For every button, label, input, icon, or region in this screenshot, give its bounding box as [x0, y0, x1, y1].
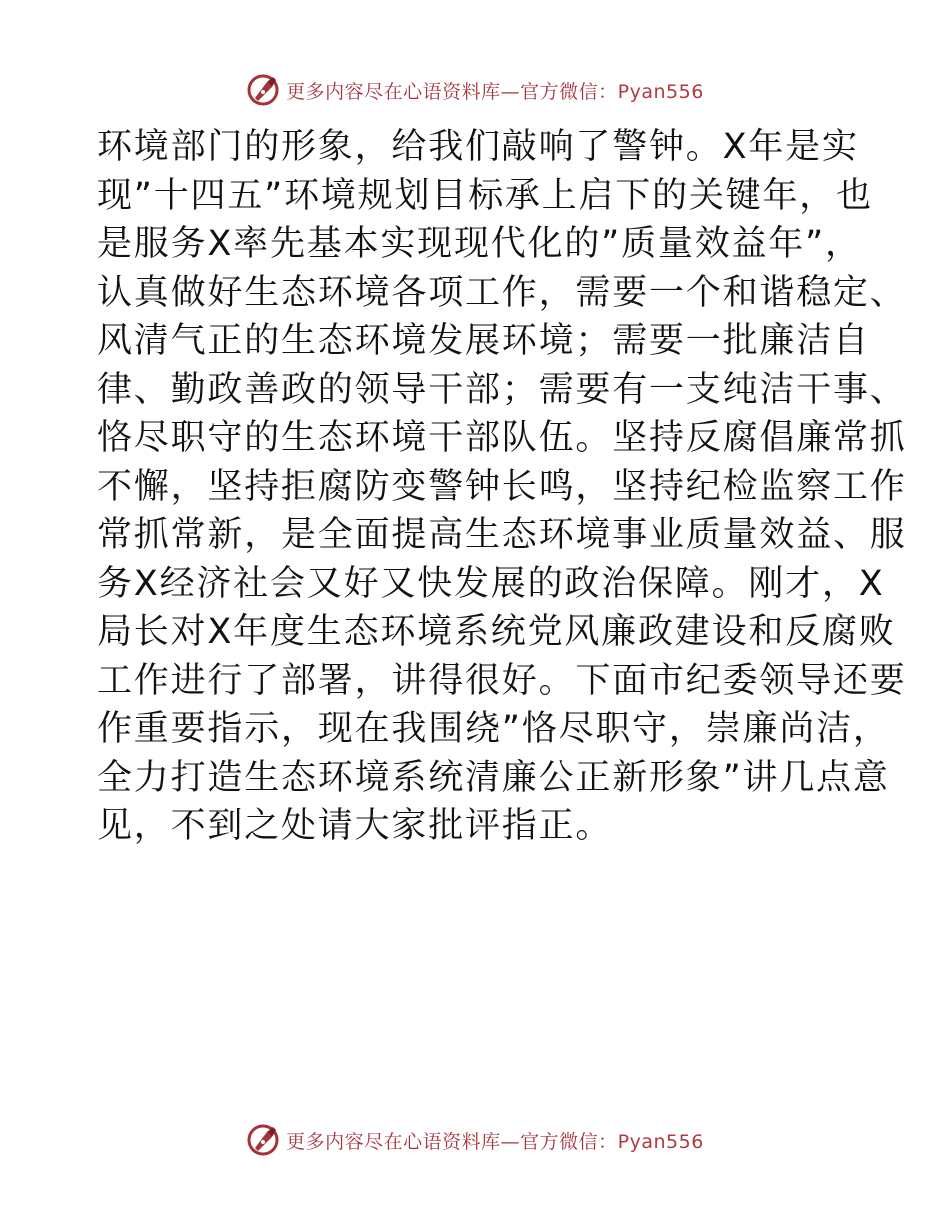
page-header-banner — [0, 70, 950, 110]
footer-wechat-id: Pyan556 — [617, 1130, 704, 1153]
pen-nib-logo-icon — [246, 1123, 280, 1157]
body-line: 不懈，坚持拒腐防变警钟长鸣，坚持纪检监察工作 — [97, 466, 907, 507]
header-banner-text — [286, 77, 704, 104]
body-line: 局长对X年度生态环境系统党风廉政建设和反腐败 — [97, 612, 896, 652]
body-line: 恪尽职守的生态环境干部队伍。坚持反腐倡廉常抓 — [97, 418, 907, 458]
body-line: 见，不到之处请大家批评指正。 — [97, 806, 613, 846]
body-line: 环境部门的形象，给我们敲响了警钟。X年是实 — [97, 127, 859, 167]
footer-banner-label: 更多内容尽在心语资料库—官方微信： — [286, 1130, 618, 1153]
footer-banner-text — [286, 1127, 704, 1154]
body-line: 常抓常新，是全面提高生态环境事业质量效益、服 — [97, 515, 907, 555]
header-banner-label: 更多内容尽在心语资料库—官方微信： — [286, 80, 618, 103]
page-footer-banner — [0, 1120, 950, 1160]
body-line: 现”十四五”环境规划目标承上启下的关键年，也 — [97, 175, 873, 216]
body-line: 务X经济社会又好又快发展的政治保障。刚才，X — [97, 563, 885, 604]
body-line: 全力打造生态环境系统清廉公正新形象”讲几点意 — [97, 757, 890, 798]
body-line: 作重要指示，现在我围绕”恪尽职守，崇廉尚洁， — [97, 709, 890, 749]
body-line: 是服务X率先基本实现现代化的”质量效益年”， — [97, 224, 862, 264]
pen-nib-logo-icon — [246, 73, 280, 107]
body-line: 认真做好生态环境各项工作，需要一个和谐稳定、 — [97, 272, 907, 313]
body-line: 风清气正的生态环境发展环境；需要一批廉洁自 — [97, 321, 870, 361]
body-line: 律、勤政善政的领导干部；需要有一支纯洁干事、 — [97, 369, 907, 410]
body-line: 工作进行了部署，讲得很好。下面市纪委领导还要 — [97, 660, 907, 701]
document-body — [97, 123, 907, 851]
header-wechat-id: Pyan556 — [617, 80, 704, 103]
